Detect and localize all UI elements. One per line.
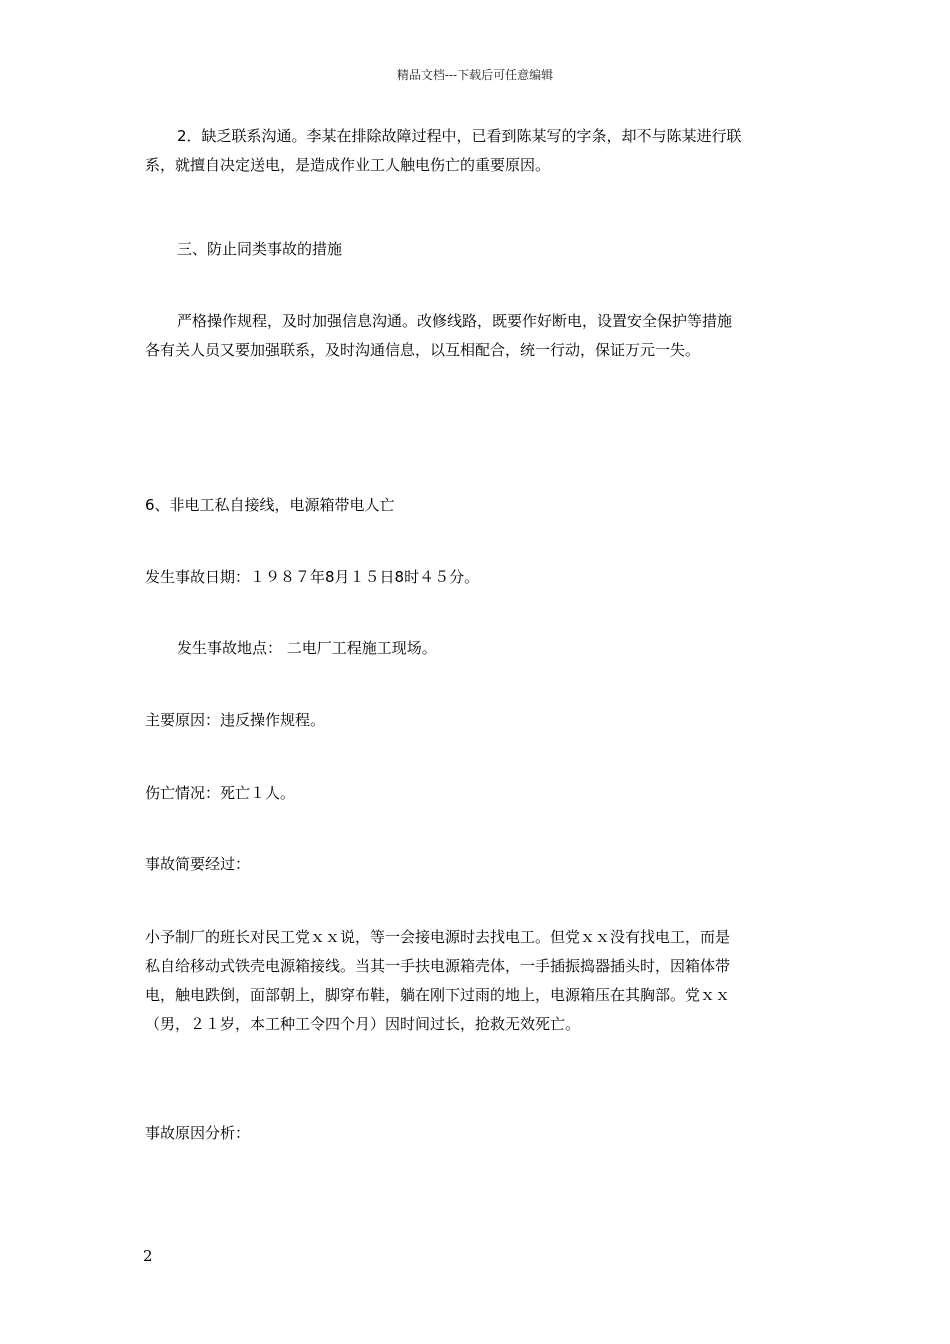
main-cause: 主要原因：违反操作规程。: [145, 711, 326, 729]
brief-title: 事故简要经过：: [145, 855, 251, 873]
accident-date: 发生事故日期：１９８７年8月１５日8时４５分。: [145, 568, 480, 586]
text-line: 系，就擅自决定送电，是造成作业工人触电伤亡的重要原因。: [145, 156, 551, 174]
text-line: 电，触电跌倒，面部朝上，脚穿布鞋，躺在刚下过雨的地上，电源箱压在其胸部。党ｘｘ: [145, 986, 731, 1004]
paragraph-prevention-measures: [145, 307, 839, 365]
analysis-title: 事故原因分析：: [145, 1124, 251, 1142]
text-line: （男，２１岁，本工种工令四个月）因时间过长，抢救无效死亡。: [145, 1015, 581, 1033]
casualty-status: 伤亡情况：死亡１人。: [145, 784, 296, 802]
page-number: 2: [143, 1247, 153, 1265]
text-line: 2．缺乏联系沟通。李某在排除故障过程中，已看到陈某写的字条，却不与陈某进行联: [177, 127, 742, 145]
paragraph-lack-of-communication: [145, 122, 839, 180]
text-line: 各有关人员又要加强联系，及时沟通信息，以互相配合，统一行动，保证万元一失。: [145, 341, 701, 359]
page-header: 精品文档---下载后可任意编辑: [396, 68, 554, 82]
text-line: 小予制厂的班长对民工党ｘｘ说，等一会接电源时去找电工。但党ｘｘ没有找电工，而是: [145, 928, 731, 946]
case-title: 6、非电工私自接线，电源箱带电人亡: [145, 496, 395, 514]
text-line: 严格操作规程，及时加强信息沟通。改修线路，既要作好断电，设置安全保护等措施: [177, 312, 733, 330]
accident-location: 发生事故地点： 二电厂工程施工现场。: [177, 639, 437, 657]
paragraph-accident-brief: [145, 923, 807, 1039]
section-title-prevention: 三、防止同类事故的措施: [177, 240, 343, 258]
text-line: 私自给移动式铁壳电源箱接线。当其一手扶电源箱壳体，一手插振捣器插头时，因箱体带: [145, 957, 731, 975]
